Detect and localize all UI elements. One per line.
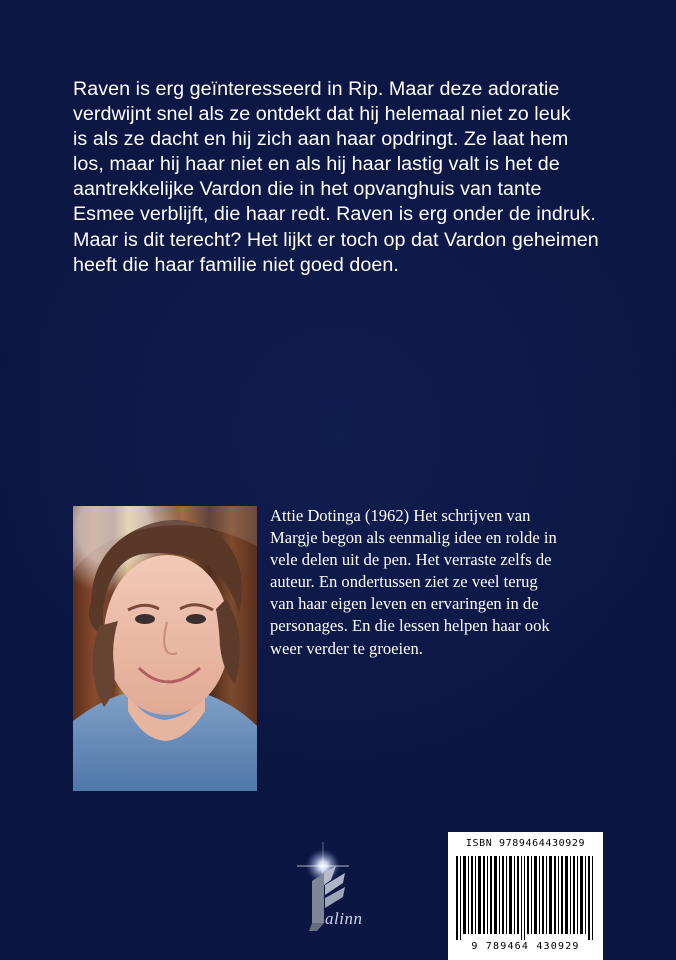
barcode-label <box>448 832 603 960</box>
author-portrait-illustration <box>73 506 257 791</box>
publisher-logo <box>287 835 379 939</box>
book-blurb: Raven is erg geïnteresseerd in Rip. Maar deze adoratie verdwijnt snel als ze ontdekt dat hij helemaal niet zo leuk is als ze dacht en hij zich aan haar opdringt. Ze laat hem los, maar hij haar niet en als hij haar lastig valt is het de aantrekkelijke Vardon die in het opvanghuis van tante Esmee verblijft, die haar redt. Raven is erg onder de indruk. Maar is dit terecht? Het lijkt er toch op dat Vardon geheimen heeft die haar familie niet goed doen. <box>73 78 599 276</box>
author-photo <box>73 506 257 791</box>
barcode-icon <box>454 856 597 940</box>
barcode-number: 9 789464 430929 <box>471 941 580 952</box>
publisher-name: alinn <box>325 909 363 928</box>
isbn-text: ISBN 9789464430929 <box>465 838 586 849</box>
author-bio: Attie Dotinga (1962) Het schrijven van Margje begon als eenmalig idee en rolde in vele delen uit de pen. Het verraste zelfs de auteur. En ondertussen ziet ze veel terug van haar eigen leven en ervaringen in de personages. En die lessen helpen haar ook weer verder te groeien. <box>270 506 557 658</box>
